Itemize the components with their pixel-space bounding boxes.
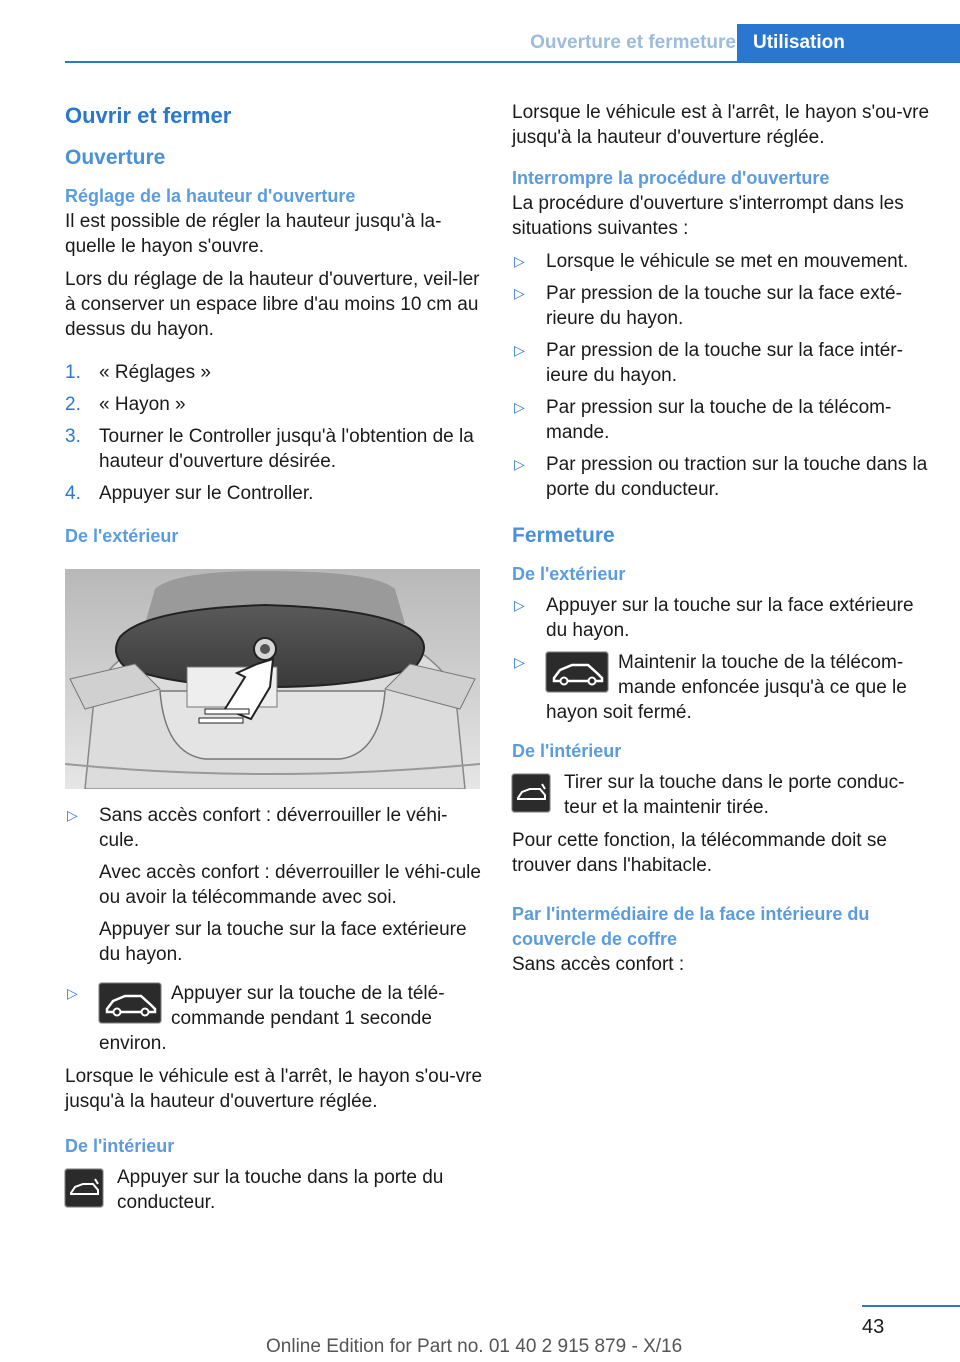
triangle-bullet-icon: ▷ [67,807,78,823]
driver-door-button-icon [512,774,550,812]
paragraph-function: Pour cette fonction, la télécommande doit se trouver dans l'habitacle. [512,830,887,876]
header-section-title: Ouverture et fermeture [530,32,736,53]
list-item [512,593,930,643]
paragraph-stopped: Lorsque le véhicule est à l'arrêt, le hayon s'ou-vre jusqu'à la hauteur d'ouverture réglée. [65,1066,483,1112]
paragraph-height-intro: Il est possible de régler la hauteur jusqu'à la-quelle le hayon s'ouvre. [65,211,442,257]
bullet-text: Avec accès confort : déverrouiller le véhi-cule ou avoir la télécommande avec soi. [99,862,481,908]
bullet-text: Appuyer sur la touche de la télé-commande pendant 1 seconde environ. [99,983,445,1054]
paragraph-stopped: Lorsque le véhicule est à l'arrêt, le hayon s'ou-vre jusqu'à la hauteur d'ouverture réglée. [512,102,930,148]
step-number: 4. [65,483,81,504]
heading-from-inside: De l'intérieur [512,741,622,761]
triangle-bullet-icon: ▷ [514,597,525,613]
triangle-bullet-icon: ▷ [67,985,78,1001]
step-item [65,360,483,385]
step-number: 1. [65,362,81,383]
triangle-bullet-icon: ▷ [514,456,525,472]
bullet-text: Maintenir la touche de la télécom-mande enfoncée jusqu'à ce que le hayon soit fermé. [546,652,907,723]
triangle-bullet-icon: ▷ [514,654,525,670]
step-item [65,424,483,474]
triangle-bullet-icon: ▷ [514,399,525,415]
page-number: 43 [862,1316,885,1338]
heading-opening-height: Réglage de la hauteur d'ouverture [65,186,356,206]
list-item [512,452,930,502]
driver-door-button-icon [65,1169,103,1207]
step-item [65,481,483,506]
header-chapter-tab: Utilisation [737,24,960,62]
inside-open-row [65,1165,483,1215]
triangle-bullet-icon: ▷ [514,285,525,301]
outside-close-list [512,593,930,725]
step-text: « Hayon » [99,394,186,415]
bullet-text: Par pression de la touche sur la face intér-ieure du hayon. [546,340,903,386]
bullet-text: Par pression sur la touche de la télécom-mande. [546,397,892,443]
heading-intermediate: Par l'intermédiaire de la face intérieure du couvercle de coffre [512,904,870,949]
bullet-text: Par pression ou traction sur la touche dans la porte du conducteur. [546,454,928,500]
triangle-bullet-icon: ▷ [514,253,525,269]
paragraph-inside: Tirer sur la touche dans le porte conduc-teur et la maintenir tirée. [564,772,905,818]
bullet-text: Sans accès confort : déverrouiller le véhi-cule. [99,805,448,851]
step-item [65,392,483,417]
list-item [65,981,483,1056]
remote-tailgate-button-icon [546,652,608,692]
bullet-text: Appuyer sur la touche sur la face extérieure du hayon. [546,595,914,641]
header-rule [65,61,960,63]
right-column [512,100,930,977]
steps-list [65,360,483,506]
heading-interrupt-opening: Interrompre la procédure d'ouverture [512,168,830,188]
step-text: « Réglages » [99,362,211,383]
tailgate-illustration [65,569,480,789]
heading-from-inside: De l'intérieur [65,1136,175,1156]
step-number: 2. [65,394,81,415]
paragraph-interrupt: La procédure d'ouverture s'interrompt dans les situations suivantes : [512,193,904,239]
paragraph-inside: Appuyer sur la touche dans la porte du conducteur. [117,1167,444,1213]
heading-open-close: Ouvrir et fermer [65,103,232,128]
list-item [512,395,930,445]
list-item [512,281,930,331]
heading-opening: Ouverture [65,146,166,169]
list-item [65,803,483,967]
heading-closing: Fermeture [512,524,615,547]
inside-close-row [512,770,930,820]
footer-rule [862,1305,960,1307]
paragraph-height-clearance: Lors du réglage de la hauteur d'ouverture, veil-ler à conserver un espace libre d'au moins 10 cm au dessus du hayon. [65,269,480,340]
bullet-text: Par pression de la touche sur la face exté-rieure du hayon. [546,283,902,329]
list-item [512,249,930,274]
left-column [65,100,483,1215]
list-item [512,338,930,388]
list-item [512,650,930,725]
step-text: Tourner le Controller jusqu'à l'obtention de la hauteur d'ouverture désirée. [99,426,474,472]
bullet-text: Lorsque le véhicule se met en mouvement. [546,251,909,272]
outside-open-list [65,803,483,1056]
interrupt-list [512,249,930,502]
step-number: 3. [65,426,81,447]
step-text: Appuyer sur le Controller. [99,483,314,504]
triangle-bullet-icon: ▷ [514,342,525,358]
footer-edition: Online Edition for Part no. 01 40 2 915 879 - X/16 [266,1336,683,1357]
heading-from-outside: De l'extérieur [512,564,626,584]
heading-from-outside: De l'extérieur [65,526,179,546]
paragraph-no-comfort: Sans accès confort : [512,954,685,975]
bullet-text: Appuyer sur la touche sur la face extérieure du hayon. [99,919,467,965]
remote-tailgate-button-icon [99,983,161,1023]
